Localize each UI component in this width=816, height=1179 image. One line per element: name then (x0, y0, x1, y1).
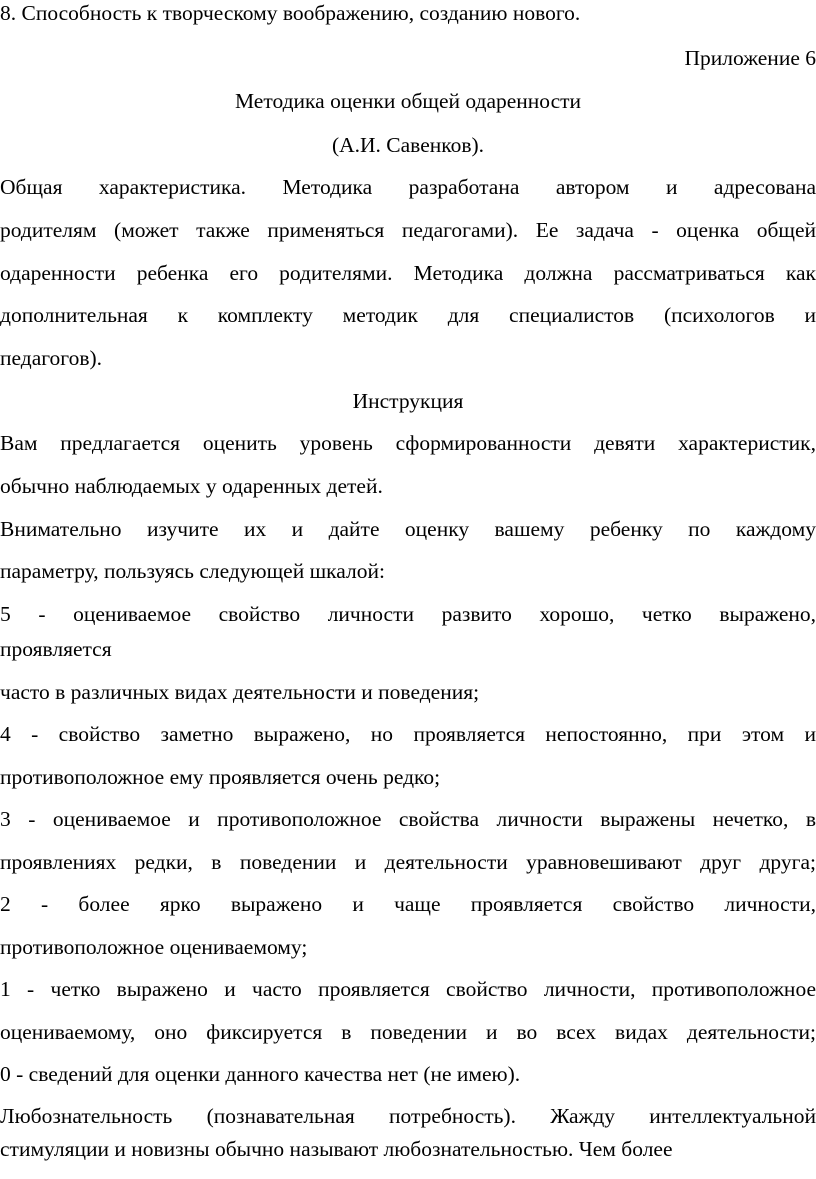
paragraph-line: одаренности ребенка его родителями. Методика должна рассматриваться как (0, 261, 816, 285)
scale-item: противоположное ему проявляется очень редко; (0, 765, 441, 789)
paragraph-line: Внимательно изучите их и дайте оценку вашему ребенку по каждому (0, 517, 816, 541)
scale-item: противоположное оцениваемому; (0, 935, 308, 959)
appendix-label: Приложение 6 (684, 46, 816, 70)
scale-item: 0 - сведений для оценки данного качества нет (не имею). (0, 1062, 521, 1086)
section-heading: Инструкция (352, 389, 464, 413)
paragraph-line: Любознательность (познавательная потребность). Жажду интеллектуальной (0, 1104, 816, 1128)
paragraph-line: Вам предлагается оценить уровень сформированности девяти характеристик, (0, 431, 816, 455)
paragraph-line: педагогов). (0, 346, 102, 370)
paragraph-line: родителям (может также применяться педагогами). Ее задача - оценка общей (0, 218, 816, 242)
scale-item: 3 - оцениваемое и противоположное свойства личности выражены нечетко, в (0, 807, 816, 831)
paragraph-line: дополнительная к комплекту методик для специалистов (психологов и (0, 303, 816, 327)
page-title: Методика оценки общей одаренности (234, 89, 582, 113)
scale-item: 4 - свойство заметно выражено, но проявляется непостоянно, при этом и (0, 722, 816, 746)
scale-item: часто в различных видах деятельности и поведения; (0, 680, 480, 704)
paragraph-line: обычно наблюдаемых у одаренных детей. (0, 474, 383, 498)
paragraph-line: стимуляции и новизны обычно называют любознательностью. Чем более (0, 1137, 673, 1161)
title-author: (А.И. Савенков). (331, 133, 485, 157)
scale-item: проявлениях редки, в поведении и деятельности уравновешивают друг друга; (0, 850, 816, 874)
list-item-8: 8. Способность к творческому воображению, созданию нового. (0, 1, 581, 25)
scale-item: оцениваемому, оно фиксируется в поведении и во всех видах деятельности; (0, 1020, 816, 1044)
scale-item: проявляется (0, 637, 112, 661)
scale-item: 1 - четко выражено и часто проявляется свойство личности, противоположное (0, 977, 816, 1001)
scale-item: 5 - оцениваемое свойство личности развито хорошо, четко выражено, (0, 602, 816, 626)
paragraph-line: параметру, пользуясь следующей шкалой: (0, 559, 385, 583)
paragraph-line: Общая характеристика. Методика разработана автором и адресована (0, 175, 816, 199)
scale-item: 2 - более ярко выражено и чаще проявляется свойство личности, (0, 892, 816, 916)
